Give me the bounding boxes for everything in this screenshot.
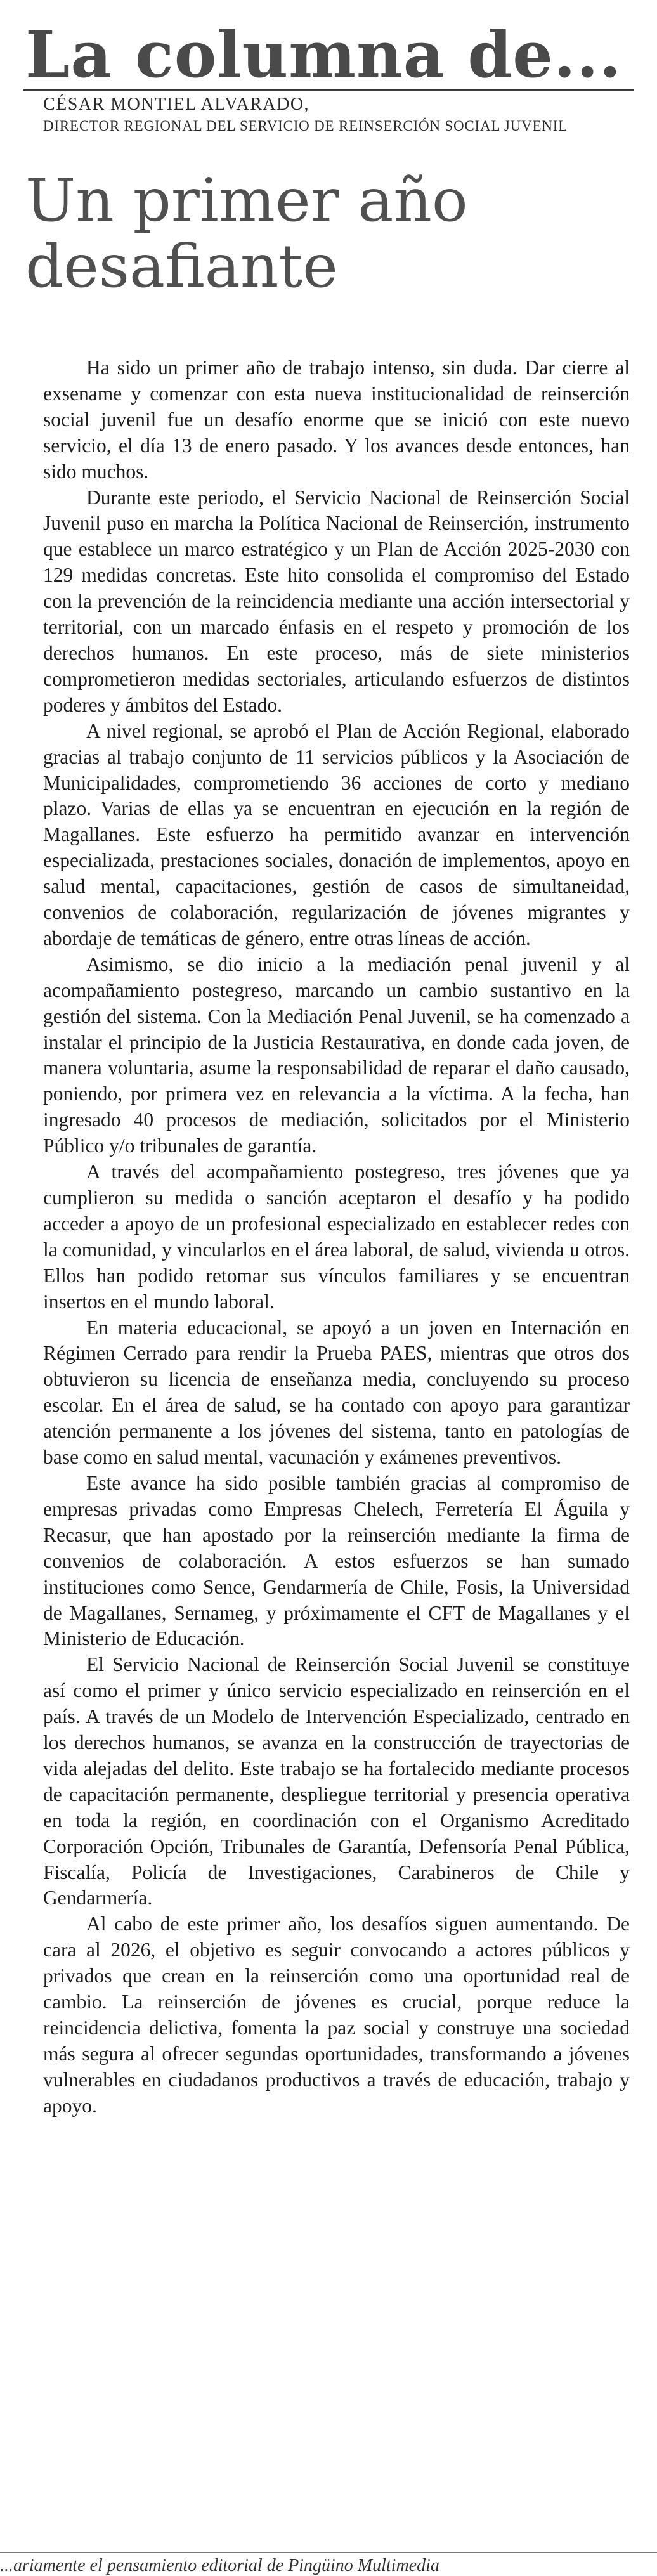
article-paragraph: Ha sido un primer año de trabajo intenso, sin duda. Dar cierre al exsename y comenzar con esta nueva institucionalidad de reinserción social juvenil fue un desafío enorme que se inició con este nuevo servicio, el día 13 de enero pasado. Y los avances desde entonces, han sido muchos. (43, 356, 630, 483)
editorial-disclaimer: ...ariamente el pensamiento editorial de Pingüino Multimedia (0, 2556, 439, 2575)
article-paragraph: A nivel regional, se aprobó el Plan de Acción Regional, elaborado gracias al trabajo conjunto de 11 servicios públicos y la Asociación de Municipalidades, comprometiendo 36 acciones de corto y mediano plazo. Varias de ellas ya se encuentran en ejecución en la región de Magallanes. Este esfuerzo ha permitido avanzar en intervención especializada, prestaciones sociales, donación de implementos, apoyo en salud mental, capacitaciones, gestión de casos de simultaneidad, convenios de colaboración, regularización de jóvenes migrantes y abordaje de temáticas de género, entre otras líneas de acción. (43, 719, 630, 949)
article-paragraph: En materia educacional, se apoyó a un joven en Internación en Régimen Cerrado para rendir la Prueba PAES, mientras que otros dos obtuvieron su licencia de enseñanza media, concluyendo su proceso escolar. En el área de salud, se ha contado con apoyo para garantizar atención permanente a los jóvenes del sistema, tanto en patologías de base como en salud mental, vacunación y exámenes preventivos. (43, 1316, 630, 1469)
article-paragraph: Al cabo de este primer año, los desafíos siguen aumentando. De cara al 2026, el objetivo es seguir convocando a actores públicos y privados que crean en la reinserción como una oportunidad real de cambio. La reinserción de jóvenes es crucial, porque reduce la reincidencia delictiva, fomenta la paz social y construye una sociedad más segura al ofrecer segundas oportunidades, transformando a jóvenes vulnerables en ciudadanos productivos a través de educación, trabajo y apoyo. (43, 1913, 630, 2117)
column-section-title: La columna de... (25, 17, 622, 92)
article-paragraph: El Servicio Nacional de Reinserción Social Juvenil se constituye así como el primer y único servicio especializado en reinserción en el país. A través de un Modelo de Intervención Especializado, centrado en los derechos humanos, se avanza en la construcción de trayectorias de vida alejadas del delito. Este trabajo se ha fortalecido mediante procesos de capacitación permanente, despliegue territorial y presencia operativa en toda la región, en coordinación con el Organismo Acreditado Corporación Opción, Tribunales de Garantía, Defensoría Penal Pública, Fiscalía, Policía de Investigaciones, Carabineros de Chile y Gendarmería. (43, 1653, 630, 1909)
author-role: DIRECTOR REGIONAL DEL SERVICIO DE REINSERCIÓN SOCIAL JUVENIL (43, 118, 568, 134)
article-paragraph: A través del acompañamiento postegreso, tres jóvenes que ya cumplieron su medida o sanción aceptaron el desafío y ha podido acceder a apoyo de un profesional especializado en establecer redes con la comunidad, y vincularlos en el área laboral, de salud, vivienda u otros. Ellos han podido retomar sus vínculos familiares y se encuentran insertos en el mundo laboral. (43, 1161, 630, 1313)
title-divider (23, 89, 634, 91)
article-paragraph: Durante este periodo, el Servicio Nacional de Reinserción Social Juvenil puso en marcha la Política Nacional de Reinserción, instrumento que establece un marco estratégico y un Plan de Acción 2025-2030 con 129 medidas concretas. Este hito consolida el compromiso del Estado con la prevención de la reincidencia mediante una acción intersectorial y territorial, con un marcado énfasis en el respeto y promoción de los derechos humanos. En este proceso, más de siete ministerios comprometieron medidas sectoriales, articulando esfuerzos de distintos poderes y ámbitos del Estado. (43, 486, 630, 716)
author-name: CÉSAR MONTIEL ALVARADO, (43, 94, 310, 114)
article-paragraph: Este avance ha sido posible también gracias al compromiso de empresas privadas como Empresas Chelech, Ferretería El Águila y Recasur, que han apostado por la reinserción mediante la firma de convenios de colaboración. A estos esfuerzos se han sumado instituciones como Sence, Gendarmería de Chile, Fosis, la Universidad de Magallanes, Sernameg, y próximamente el CFT de Magallanes y el Ministerio de Educación. (43, 1471, 630, 1650)
article-headline: Un primer año desafiante (25, 166, 468, 301)
footer-divider (0, 2552, 657, 2553)
article-paragraph: Asimismo, se dio inicio a la mediación penal juvenil y al acompañamiento postegreso, marcando un cambio sustantivo en la gestión del sistema. Con la Mediación Penal Juvenil, se ha comenzado a instalar el principio de la Justicia Restaurativa, en donde cada joven, de manera voluntaria, asume la responsabilidad de reparar el daño causado, poniendo, por primera vez en relevancia a la víctima. A la fecha, han ingresado 40 procesos de mediación, solicitados por el Ministerio Público y/o tribunales de garantía. (43, 953, 630, 1157)
article-body (43, 355, 630, 2119)
